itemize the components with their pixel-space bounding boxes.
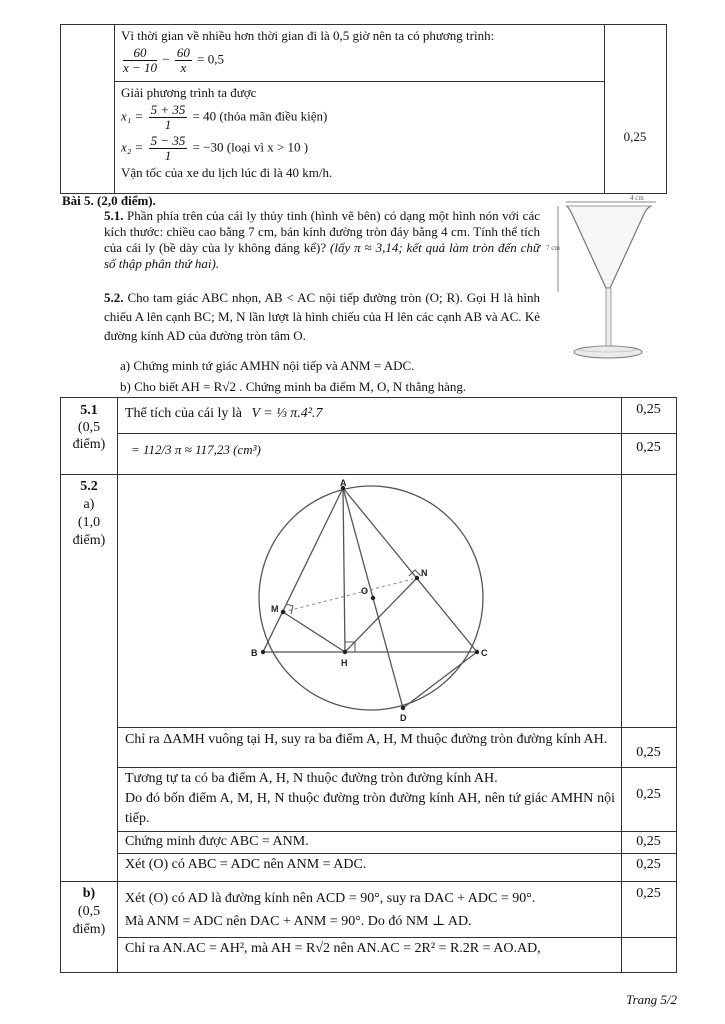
label-A: A [340,478,347,488]
glass-side-label: 7 cm [546,244,560,252]
problem-5-2-a: a) Chứng minh tứ giác AMHN nội tiếp và ANM = ADC. [120,358,415,373]
row-5-1-result: = 112/3 π ≈ 117,23 (cm³) [131,442,261,457]
glass-top-label: 4 cm [630,194,644,202]
answer-table [60,397,677,973]
row-5-1-volume: Thể tích của cái ly là V = ⅓ π.4².7 [125,406,323,421]
top-r2-conclusion: Vận tốc của xe du lịch lúc đi là 40 km/h. [121,165,333,180]
row-5-1-label: 5.1 (0,5 điểm) [72,403,106,452]
score-5-1-b: 0,25 [636,440,661,455]
top-r1-text: Vì thời gian về nhiều hơn thời gian đi là 0,5 giờ nên ta có phương trình: [121,28,495,43]
top-r1-equation: $\frac{60}{x - 10}$ − $\frac{60}{x}$ = 0,5 [123,45,224,75]
problem-5-2-b: b) Cho biết AH = R√2 . Chứng minh ba điểm M, O, N thẳng hàng. [120,379,467,394]
label-H: H [341,658,348,668]
part-a-step-4: Xét (O) có ABC = ADC nên ANM = ADC. [125,857,367,872]
score-a-4: 0,25 [636,857,661,872]
label-M: M [271,604,279,614]
problem-5-1: 5.1. Phần phía trên của cái ly thủy tinh (hình vẽ bên) có dạng một hình nón với các kích thước: chiều cao bằng 7 cm, bán kính đường tròn đáy bằng 4 cm. Tính thể tích của cái ly (bề dày của ly không đáng kể)? (lấy π ≈ 3,14; kết quả làm tròn đến chữ số thập phân thứ hai). [104,208,541,271]
page-number: Trang 5/2 [626,992,677,1007]
bai5-title: Bài 5. (2,0 điểm). [62,193,156,208]
top-x1-equation: x₁ = $\frac{5 + 35}{1}$ = 40 (thỏa mãn điều kiện) [121,102,328,132]
top-x2-equation: x₂ = $\frac{5 - 35}{1}$ = −30 (loại vì x > 10 ) [121,133,309,163]
label-O: O [361,586,369,596]
part-b-step-2: Chỉ ra AN.AC = AH², mà AH = R√2 nên AN.AC = 2R² = R.2R = AO.AD, [125,941,541,956]
part-b-step-1: Xét (O) có AD là đường kính nên ACD = 90°, suy ra DAC + ADC = 90°. Mà ANM = ADC nên DAC + ANM = 90°. Do đó NM ⊥ AD. [125,891,536,929]
top-r2-text: Giải phương trình ta được [121,85,257,100]
row-b-label: b) (0,5 điểm) [72,886,106,937]
geometry-figure [231,478,511,726]
top-table [60,24,667,194]
score-a-3: 0,25 [636,834,661,849]
row-5-2-label: 5.2 a) (1,0 điểm) [72,479,106,548]
problem-5-2: 5.2. Cho tam giác ABC nhọn, AB < AC nội tiếp đường tròn (O; R). Gọi H là hình chiếu A lên cạnh BC; M, N lần lượt là hình chiếu của H lên các cạnh AB và AC. Kẻ đường kính AD của đường tròn tâm O. [104,290,540,343]
score-a-2: 0,25 [636,787,661,802]
label-C: C [481,648,488,658]
top-score: 0,25 [623,129,647,144]
label-B: B [251,648,258,658]
part-a-step-3: Chứng minh được ABC = ANM. [125,834,309,849]
martini-glass-figure [548,192,673,372]
label-N: N [421,568,428,578]
score-a-1: 0,25 [636,745,661,760]
part-a-step-1: Chỉ ra ΔAMH vuông tại H, suy ra ba điểm A, H, M thuộc đường tròn đường kính AH. [125,732,608,747]
score-b-1: 0,25 [636,886,661,901]
part-a-step-2: Tương tự ta có ba điểm A, H, N thuộc đường tròn đường kính AH. Do đó bốn điểm A, M, H, N thuộc đường tròn đường kính AH, nên tứ giác AMHN nội tiếp. [125,771,615,826]
label-D: D [400,713,407,723]
score-5-1-a: 0,25 [636,402,661,417]
